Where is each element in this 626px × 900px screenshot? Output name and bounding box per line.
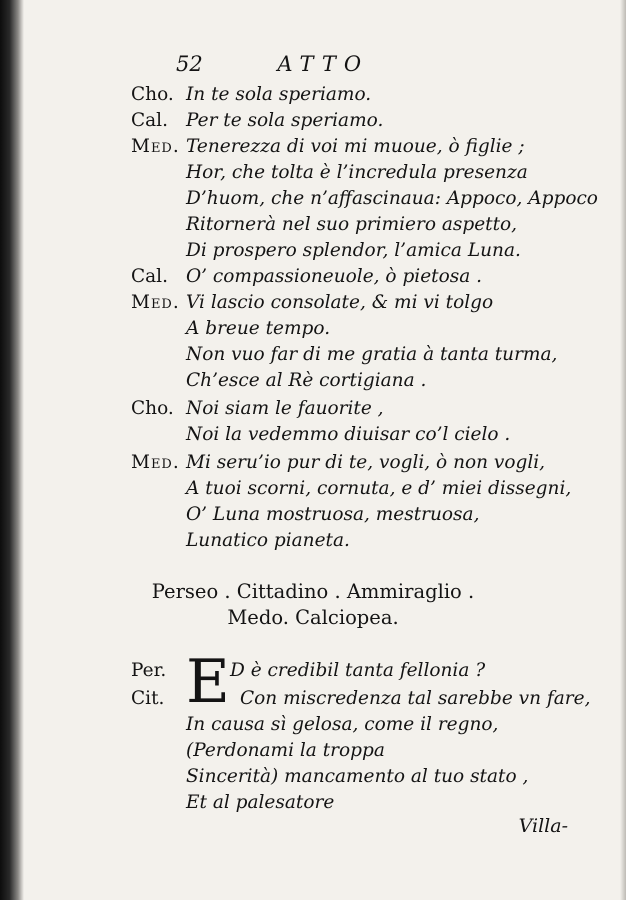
running-title: ATTO bbox=[277, 52, 370, 76]
verse-text: O’ compassioneuole, ò pietosa . bbox=[186, 266, 483, 287]
speaker: Cit. bbox=[131, 688, 165, 709]
verse-text: O’ Luna mostruosa, mestruosa, bbox=[186, 504, 480, 525]
verse-text: D’huom, che n’affascinaua: Appoco, Appoco bbox=[186, 188, 598, 209]
speaker: Med. bbox=[131, 292, 180, 313]
verse-text: Ritornerà nel suo primiero aspetto, bbox=[186, 214, 518, 235]
verse-text: Noi siam le fauorite , bbox=[186, 398, 384, 419]
speaker: Med. bbox=[131, 136, 180, 157]
page-number: 52 bbox=[176, 52, 203, 76]
verse-text: Per te sola speriamo. bbox=[186, 110, 384, 131]
drop-cap: E bbox=[186, 647, 230, 717]
verse-text: Vi lascio consolate, & mi vi tolgo bbox=[186, 292, 494, 313]
verse-text: Hor, che tolta è l’incredula presenza bbox=[186, 162, 528, 183]
speaker: Cho. bbox=[131, 398, 174, 419]
catchword: Villa- bbox=[518, 815, 568, 837]
verse-text: (Perdonami la troppa bbox=[186, 740, 385, 761]
scene-heading-characters: Perseo . Cittadino . Ammiraglio . bbox=[151, 580, 475, 603]
verse-text: Di prospero splendor, l’amica Luna. bbox=[186, 240, 521, 261]
page-header bbox=[176, 52, 369, 76]
verse-text: A tuoi scorni, cornuta, e d’ miei dissegni, bbox=[186, 478, 572, 499]
speaker: Cho. bbox=[131, 84, 174, 105]
verse-text: Tenerezza di voi mi muoue, ò figlie ; bbox=[186, 136, 525, 157]
verse-text: In causa sì gelosa, come il regno, bbox=[186, 714, 499, 735]
verse-text: Con miscredenza tal sarebbe vn fare, bbox=[240, 688, 591, 709]
page-edge bbox=[620, 0, 626, 900]
speaker: Med. bbox=[131, 452, 180, 473]
speaker: Cal. bbox=[131, 266, 168, 287]
verse-text: In te sola speriamo. bbox=[186, 84, 372, 105]
verse-text: Lunatico pianeta. bbox=[186, 530, 350, 551]
speaker: Cal. bbox=[131, 110, 168, 131]
verse-text: Ch’esce al Rè cortigiana . bbox=[186, 370, 427, 391]
speaker: Per. bbox=[131, 660, 167, 681]
verse-text: Sincerità) mancamento al tuo stato , bbox=[186, 766, 529, 787]
verse-text: Et al palesatore bbox=[186, 792, 335, 813]
verse-text: A breue tempo. bbox=[186, 318, 331, 339]
verse-text: Mi seru’io pur di te, vogli, ò non vogli, bbox=[186, 452, 546, 473]
verse-text: Noi la vedemmo diuisar co’l cielo . bbox=[186, 424, 511, 445]
verse-text: Non vuo far di me gratia à tanta turma, bbox=[186, 344, 558, 365]
verse-text: D è credibil tanta fellonia ? bbox=[230, 660, 486, 681]
scene-heading-characters-cont: Medo. Calciopea. bbox=[227, 606, 399, 629]
book-binding-shadow bbox=[0, 0, 24, 900]
